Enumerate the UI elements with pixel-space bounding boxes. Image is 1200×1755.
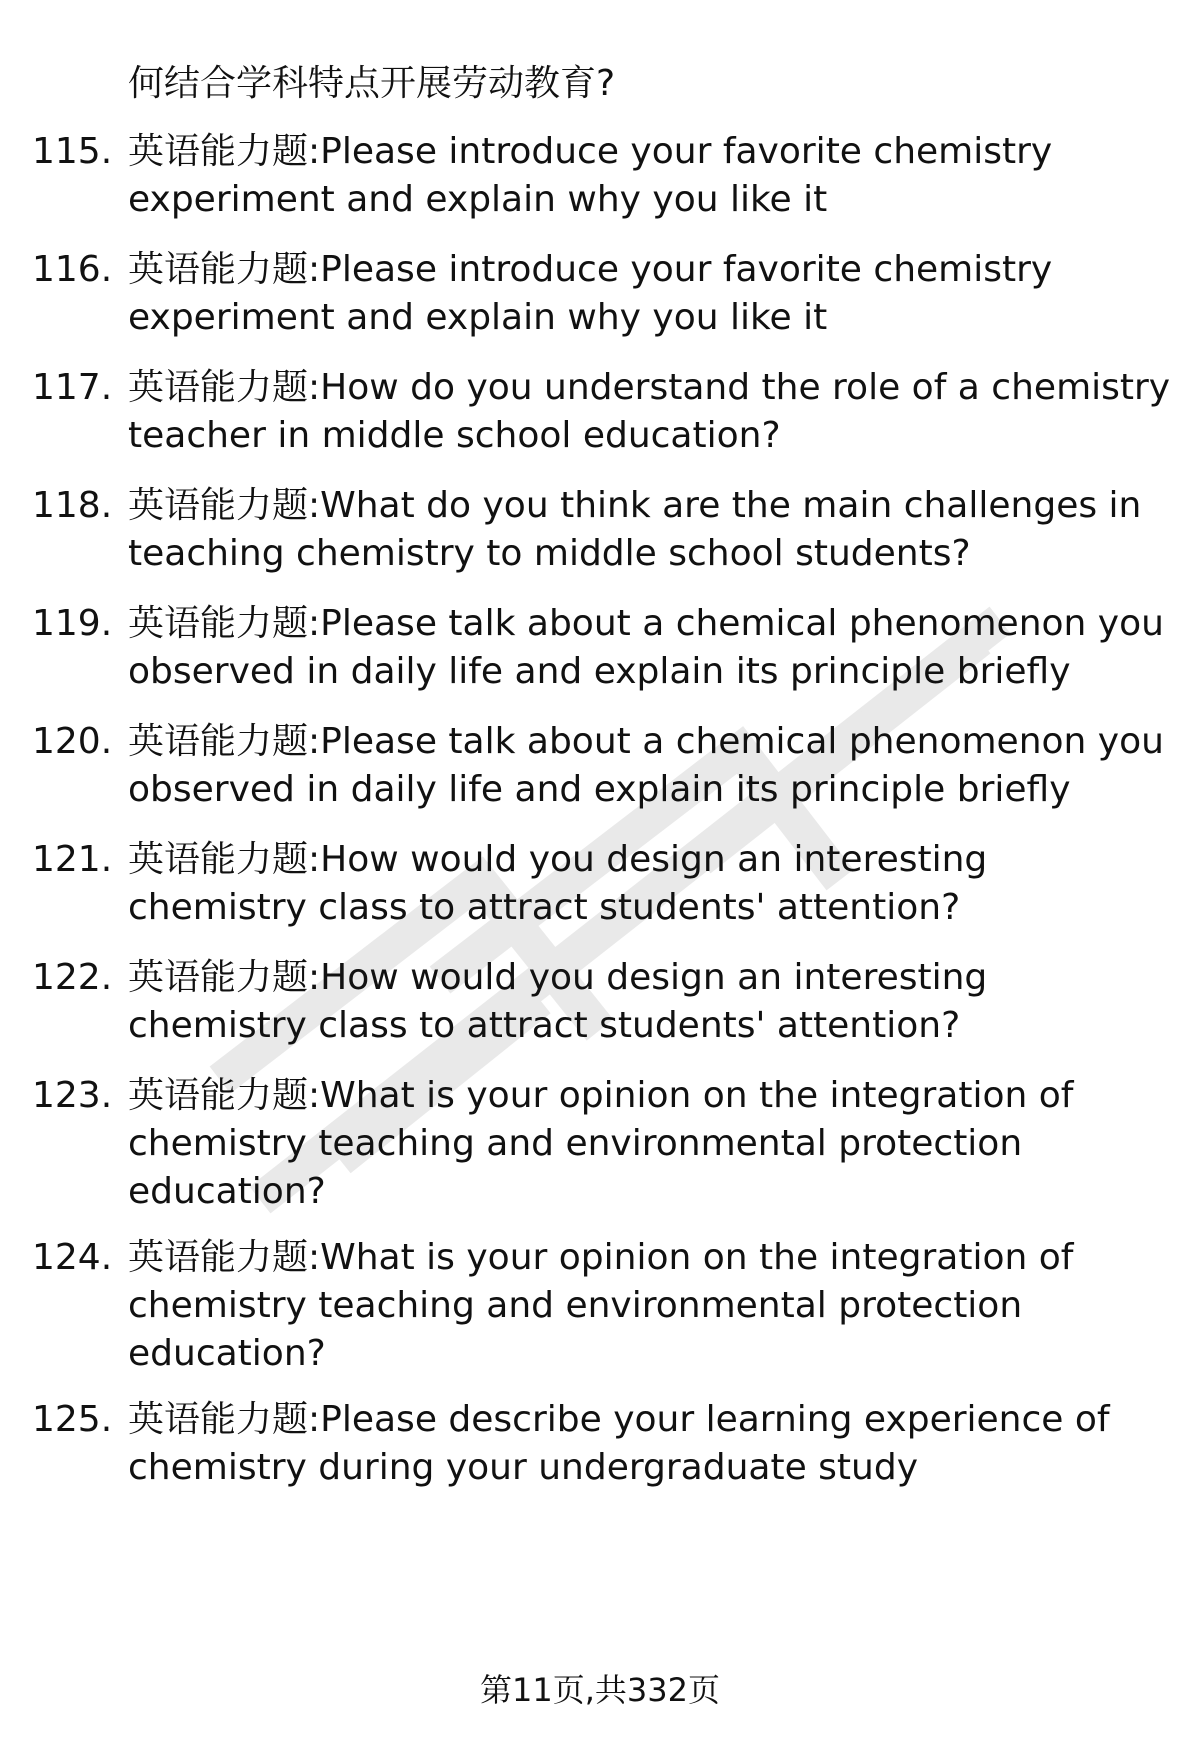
question-number: 120.	[32, 721, 113, 762]
question-body	[128, 364, 1172, 460]
question-prefix: 英语能力题:	[128, 1399, 321, 1440]
question-prefix: 英语能力题:	[128, 603, 321, 644]
question-item	[32, 128, 1172, 224]
question-body	[128, 836, 1172, 932]
page-footer: 第11页,共332页	[480, 1671, 720, 1709]
question-item	[32, 600, 1172, 696]
question-number: 121.	[32, 839, 113, 880]
question-item	[32, 246, 1172, 342]
question-prefix: 英语能力题:	[128, 367, 321, 408]
question-body	[128, 954, 1172, 1050]
question-number: 122.	[32, 957, 113, 998]
question-body	[128, 482, 1172, 578]
question-prefix: 英语能力题:	[128, 957, 321, 998]
question-prefix: 英语能力题:	[128, 485, 321, 526]
continuation-line: 何结合学科特点开展劳动教育?	[128, 63, 616, 104]
question-prefix: 英语能力题:	[128, 721, 321, 762]
question-number: 115.	[32, 131, 113, 172]
question-text: Please talk about a chemical phenomenon you observed in daily life and explain its principle briefly	[128, 603, 1164, 692]
question-text: Please introduce your favorite chemistry experiment and explain why you like it	[128, 131, 1053, 220]
question-number: 125.	[32, 1399, 113, 1440]
question-body	[128, 600, 1172, 696]
question-item	[32, 954, 1172, 1050]
question-prefix: 英语能力题:	[128, 1075, 321, 1116]
question-number: 124.	[32, 1237, 113, 1278]
question-number: 123.	[32, 1075, 113, 1116]
question-prefix: 英语能力题:	[128, 131, 321, 172]
question-body	[128, 1072, 1172, 1216]
question-text: What is your opinion on the integration of chemistry teaching and environmental protection education?	[128, 1075, 1074, 1212]
question-text: How would you design an interesting chemistry class to attract students' attention?	[128, 957, 988, 1046]
question-text: What is your opinion on the integration of chemistry teaching and environmental protection education?	[128, 1237, 1074, 1374]
question-item	[32, 1396, 1172, 1492]
question-body	[128, 1234, 1172, 1378]
question-body	[128, 246, 1172, 342]
question-text: Please introduce your favorite chemistry experiment and explain why you like it	[128, 249, 1053, 338]
question-text: Please talk about a chemical phenomenon you observed in daily life and explain its principle briefly	[128, 721, 1164, 810]
question-item	[32, 364, 1172, 460]
question-item	[32, 1234, 1172, 1378]
question-item	[32, 836, 1172, 932]
question-item	[32, 482, 1172, 578]
question-prefix: 英语能力题:	[128, 249, 321, 290]
question-item	[32, 1072, 1172, 1216]
question-number: 116.	[32, 249, 113, 290]
question-text: Please describe your learning experience of chemistry during your undergraduate study	[128, 1399, 1110, 1488]
question-number: 118.	[32, 485, 113, 526]
question-text: How do you understand the role of a chemistry teacher in middle school education?	[128, 367, 1171, 456]
question-prefix: 英语能力题:	[128, 1237, 321, 1278]
question-body	[128, 128, 1172, 224]
question-number: 117.	[32, 367, 113, 408]
question-body	[128, 1396, 1172, 1492]
question-text: How would you design an interesting chemistry class to attract students' attention?	[128, 839, 988, 928]
question-body	[128, 718, 1172, 814]
question-number: 119.	[32, 603, 113, 644]
question-prefix: 英语能力题:	[128, 839, 321, 880]
question-text: What do you think are the main challenges in teaching chemistry to middle school students?	[128, 485, 1142, 574]
question-item	[32, 718, 1172, 814]
